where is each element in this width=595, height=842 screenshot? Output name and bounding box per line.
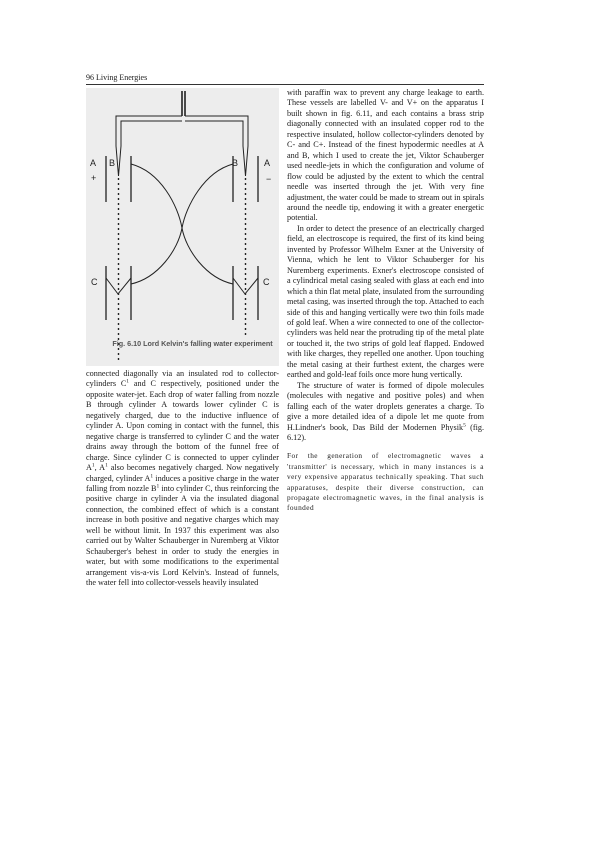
label-minus: − — [266, 174, 272, 184]
right-paragraph-3: The structure of water is formed of dipole molecules (molecules with negative and positive poles) and when falling each of the water droplets generates a charge. To give a more detailed idea of a dipole let me quote from H.Lindner's book, Das Bild der Modernen Physik$^5$ (fig. 6.12). — [287, 380, 484, 442]
right-column — [287, 88, 484, 514]
label-c-right: C — [263, 277, 270, 287]
left-paragraph: connected diagonally via an insulated rod to collector-cylinders $C^1$ and C respectively, positioned under the opposite water-jet. Each drop of water falling from nozzle B through cylinder A towards lower cylinder C is negatively charged, due to the inductive influence of cylinder A. Upon coming in contact with the funnel, this negative charge is transferred to cylinder C and the water drains away through the bottom of the funnel free of charge. Since cylinder C is connected to upper cylinder $A^1$, $A^1$ also becomes negatively charged. Now negatively charged, cylinder $A^1$ induces a positive charge in the water falling from nozzle $B^1$ into cylinder C, thus reinforcing the positive charge in cylinder A via the insulated diagonal connection, the combined effect of which is a constant increase in both positive and negative charges which may well be without limit. In 1937 this experiment was also carried out by Walter Schauberger in Nuremberg at Viktor Schauberger's behest in order to study the energies in water, but with some modifications to the experimental arrangement vis-a-vis Lord Kelvin's. Instead of funnels, the water fell into collector-vessels heavily insulated — [86, 369, 280, 588]
header-rule — [86, 84, 484, 85]
left-column — [86, 369, 279, 589]
label-c-left: C — [91, 277, 98, 287]
block-quote: For the generation of electromagnetic waves a 'transmitter' is necessary, which in many instances is a very expensive apparatus technically speaking. That such apparatuses, despite their diverse construction, can propagate electromagnetic waves, in the final analysis is founded — [287, 451, 484, 513]
label-plus: + — [91, 173, 97, 183]
figure-kelvin-water-dropper — [86, 88, 279, 366]
label-a-right: A — [264, 158, 271, 168]
label-b-right: B — [232, 158, 239, 168]
right-paragraph-1: with paraffin wax to prevent any charge leakage to earth. These vessels are labelled V- and V+ on the apparatus I built shown in fig. 6.11, and each contains a brass strip diagonally connected with an insulated copper rod to the respective insulated, hollow collector-cylinders denoted by C- and C+. Instead of the finest hypodermic needles at A and B, which I used to create the jet, Viktor Schauberger used needle-jets in which the configuration and volume of flow could be adjusted by the extent to which the central needle was inserted through the jet. With very fine adjustment, the water could be made to stream out in spirals around the needle tip, endowing it with a greater energetic potential. — [287, 88, 484, 223]
right-paragraph-2: In order to detect the presence of an electrically charged field, an electroscope is required, the first of its kind being invented by Professor Wilhelm Exner at the University of Vienna, which he lent to Viktor Schauberger for his Nuremberg experiments. Exner's electroscope consisted of a cylindrical metal casing sealed with glass at each end into which a thin flat metal plate, insulated from the surrounding metal casing, was inserted through the top. Attached to each side of this and hanging vertically were two thin foils made of gold leaf. When a wire connected to one of the collector-cylinders was held near the protruding tip of the metal plate or touched it, the two strips of gold leaf flapped. Endowed with like charges, they repelled one another. Upon touching the metal casing at their furthest extent, the charges were earthed and gold-leaf foils once more hung vertically. — [287, 223, 484, 380]
kelvin-apparatus-diagram — [86, 88, 279, 366]
label-b-left: B — [109, 158, 116, 168]
figure-caption: Fig. 6.10 Lord Kelvin's falling water experiment — [112, 339, 273, 348]
label-a-left: A — [90, 158, 97, 168]
running-head: 96 Living Energies — [86, 73, 148, 82]
